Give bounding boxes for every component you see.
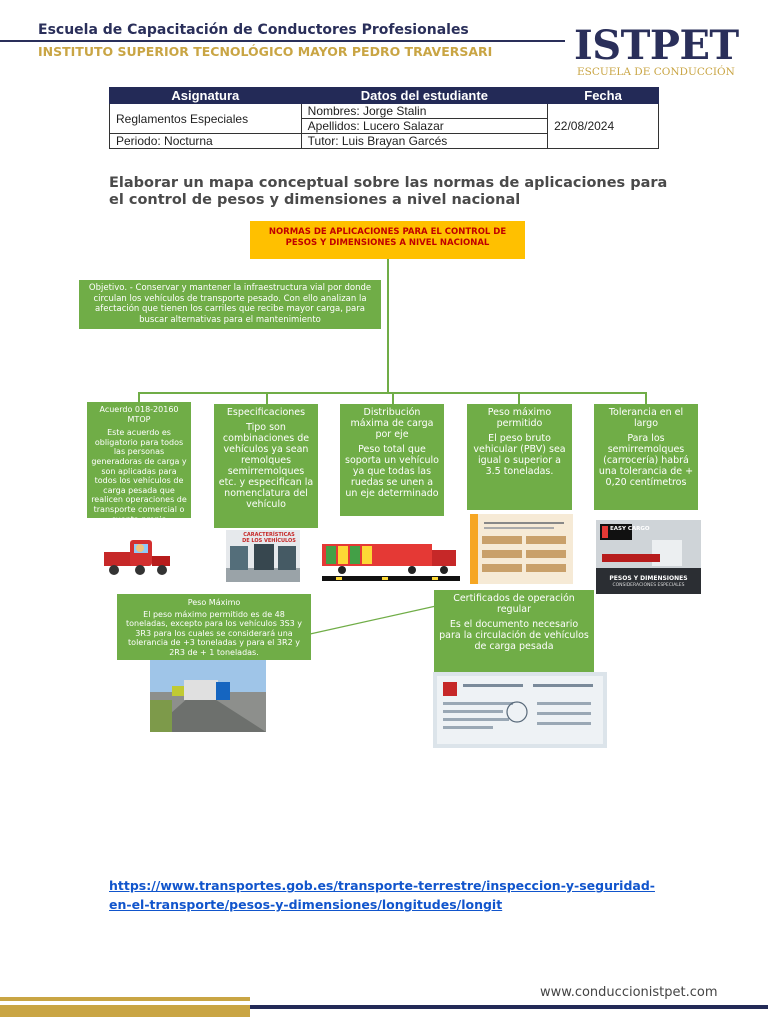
connector-diagonal [300, 600, 440, 640]
branch-distribucion-box [340, 404, 444, 516]
branch-peso-permitido-title: Peso máximo permitido [487, 407, 552, 429]
branch-tolerancia-text: Para los semirremolques (carrocería) habrá una tolerancia de + 0,20 centímetros [598, 433, 694, 488]
certificados-text: Es el documento necesario para la circulación de vehículos de carga pesada [439, 619, 589, 652]
connector-main-vertical [387, 259, 389, 393]
truck-cartoon-image [100, 528, 178, 580]
connector-branch-4 [518, 392, 520, 404]
connector-branch-5 [645, 392, 647, 404]
certificados-title: Certificados de operación regular [453, 593, 575, 615]
branch-tolerancia-box [594, 404, 698, 510]
peso-maximo-text: El peso máximo permitido es de 48 toneladas, excepto para los vehículos 3S3 y 3R3 para los cuales se considerará una tolerancia de +3 toneladas y para el 3R2 y 2R3 de + 1 toneladas. [125, 609, 303, 657]
vehicle-specs-label: CARACTERÍSTICAS DE LOS VEHÍCULOS [242, 532, 296, 544]
peso-maximo-title: Peso Máximo [187, 598, 241, 607]
logo-text: ISTPET [574, 22, 739, 69]
reference-link[interactable]: https://www.transportes.gob.es/transporte-terrestre/inspeccion-y-seguridad-en-el-transporte/pesos-y-dimensiones/longitudes/longit [109, 878, 655, 912]
header-subject: Asignatura [110, 88, 302, 104]
school-name: Escuela de Capacitación de Conductores Profesionales [38, 22, 469, 38]
footer-navy-bar [250, 1005, 768, 1009]
connector-branch-1 [138, 392, 140, 402]
header-student-data: Datos del estudiante [301, 88, 547, 104]
student-surnames: Apellidos: Lucero Salazar [301, 119, 547, 134]
connector-branch-3 [392, 392, 394, 404]
branch-especificaciones-title: Especificaciones [226, 407, 306, 418]
pesos-dimensiones-image [596, 520, 701, 594]
student-info-table [109, 87, 659, 149]
pesos-dimensiones-label: PESOS Y DIMENSIONES [609, 575, 688, 582]
header-date: Fecha [548, 88, 659, 104]
certificate-document-image [433, 672, 607, 748]
peso-maximo-box [117, 594, 311, 660]
assignment-title: Elaborar un mapa conceptual sobre las normas de aplicaciones para el control de pesos y dimensiones a nivel nacional [109, 175, 668, 208]
branch-peso-permitido-text: El peso bruto vehicular (PBV) sea igual o superior a 3.5 toneladas. [473, 433, 566, 477]
connector-branch-2 [266, 392, 268, 404]
institute-name: INSTITUTO SUPERIOR TECNOLÓGICO MAYOR PEDRO TRAVERSARI [38, 44, 493, 59]
student-names: Nombres: Jorge Stalin [301, 104, 547, 119]
main-concept-box: NORMAS DE APLICACIONES PARA EL CONTROL DE PESOS Y DIMENSIONES A NIVEL NACIONAL [250, 221, 525, 259]
branch-acuerdo-box [87, 402, 191, 524]
header-divider [0, 40, 565, 42]
logo-subtitle: ESCUELA DE CONDUCCIÓN [577, 66, 735, 78]
objective-box: Objetivo. - Conservar y mantener la infraestructura vial por donde circulan los vehículos de transporte pesado. Con ello analizan la afectación que tienen los carriles que recibe mayor carga, para buscar alternativas para el mantenimiento [79, 280, 381, 329]
highway-truck-image [150, 660, 266, 732]
branch-tolerancia-title: Tolerancia en el largo [608, 407, 684, 429]
vehicle-specs-image [226, 530, 300, 582]
branch-acuerdo-title: Acuerdo 018-20160 MTOP [99, 405, 179, 424]
pesos-dimensiones-sublabel: CONSIDERACIONES ESPECIALES [612, 583, 685, 588]
subject-value: Reglamentos Especiales [110, 104, 302, 134]
branch-peso-permitido-box [467, 404, 572, 510]
axle-distribution-image [322, 540, 460, 582]
period-value: Periodo: Nocturna [110, 134, 302, 149]
footer-url: www.conduccionistpet.com [540, 985, 718, 1000]
branch-acuerdo-text: Este acuerdo es obligatorio para todos las personas generadoras de carga y son aplicadas para todos los vehículos de carga pesada que realicen operaciones de transporte comercial o cuenta propia [91, 428, 187, 524]
tutor-value: Tutor: Luis Brayan Garcés [301, 134, 547, 149]
footer-gold-bar [0, 997, 250, 1001]
branch-especificaciones-box [214, 404, 318, 528]
branch-distribucion-text: Peso total que soporta un vehículo ya que todas las ruedas se unen a un eje determinado [345, 444, 439, 499]
date-value: 22/08/2024 [548, 104, 659, 149]
istpet-logo [574, 22, 739, 82]
branch-especificaciones-text: Tipo son combinaciones de vehículos ya sean remolques semirremolques etc. y especifican la nomenclatura del vehículo [218, 422, 314, 510]
weight-table-image [470, 514, 573, 584]
easy-cargo-label: EASY CARGO [610, 526, 650, 532]
footer-gold-block [0, 1005, 250, 1017]
branch-distribucion-title: Distribución máxima de carga por eje [350, 407, 434, 440]
certificados-box [434, 590, 594, 672]
